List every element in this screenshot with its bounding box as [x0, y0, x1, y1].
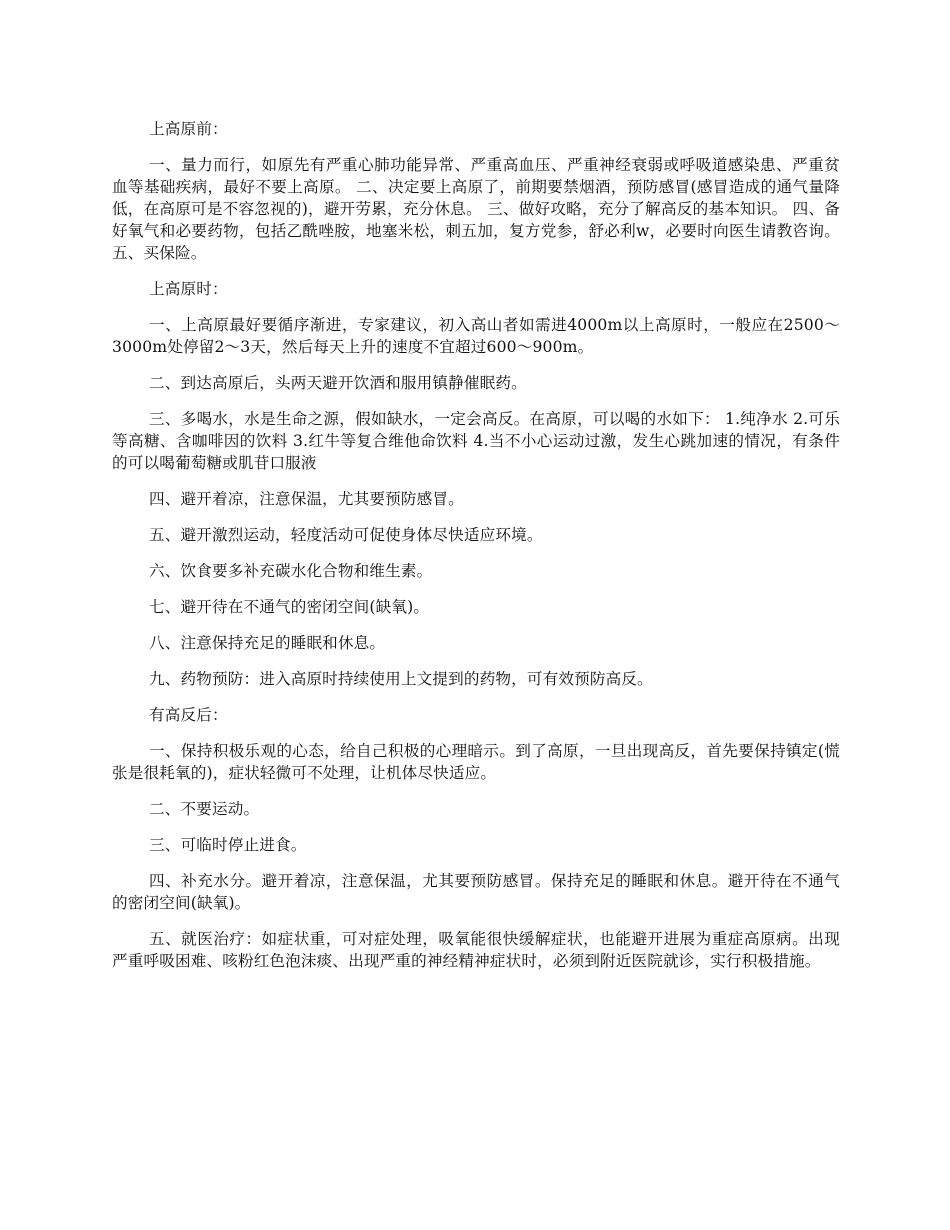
paragraph-during-7: 七、避开待在不通气的密闭空间(缺氧)。	[149, 598, 430, 616]
paragraph-during-8: 八、注意保持充足的睡眠和休息。	[149, 634, 386, 652]
paragraph-after-4: 四、补充水分。避开着凉，注意保温，尤其要预防感冒。保持充足的睡眠和休息。避开待在不通气的密闭空间(缺氧)。	[112, 872, 840, 912]
paragraph-during-5: 五、避开激烈运动，轻度活动可促使身体尽快适应环境。	[149, 526, 543, 544]
paragraph-after-3: 三、可临时停止进食。	[149, 836, 307, 854]
paragraph-after-1: 一、保持积极乐观的心态，给自己积极的心理暗示。到了高原，一旦出现高反，首先要保持镇定(慌张是很耗氧的)，症状轻微可不处理，让机体尽快适应。	[112, 742, 840, 782]
paragraph-during-6: 六、饮食要多补充碳水化合物和维生素。	[149, 562, 433, 580]
paragraph-during-3: 三、多喝水，水是生命之源，假如缺水，一定会高反。在高原，可以喝的水如下： 1.纯净水 2.可乐等高糖、含咖啡因的饮料 3.红牛等复合维他命饮料 4.当不小心运动过激，发生心跳加速的情况，有条件的可以喝葡萄糖或肌苷口服液	[112, 410, 840, 472]
paragraph-during-1: 一、上高原最好要循序渐进，专家建议，初入高山者如需进4000m以上高原时，一般应在2500～3000m处停留2～3天，然后每天上升的速度不宜超过600～900m。	[112, 316, 840, 356]
paragraph-after-5: 五、就医治疗：如症状重，可对症处理，吸氧能很快缓解症状，也能避开进展为重症高原病。出现严重呼吸困难、咳粉红色泡沫痰、出现严重的神经精神症状时，必须到附近医院就诊，实行积极措施。	[112, 930, 840, 970]
section-heading-during: 上高原时：	[149, 280, 228, 298]
paragraph-during-9: 九、药物预防：进入高原时持续使用上文提到的药物，可有效预防高反。	[149, 670, 653, 688]
section-heading-after: 有高反后：	[149, 706, 228, 724]
paragraph-during-4: 四、避开着凉，注意保温，尤其要预防感冒。	[149, 490, 464, 508]
section-heading-before: 上高原前：	[149, 120, 228, 138]
paragraph-after-2: 二、不要运动。	[149, 800, 260, 818]
paragraph-during-2: 二、到达高原后，头两天避开饮酒和服用镇静催眠药。	[149, 374, 527, 392]
paragraph-before-preparations: 一、量力而行，如原先有严重心肺功能异常、严重高血压、严重神经衰弱或呼吸道感染患、严重贫血等基础疾病，最好不要上高原。 二、决定要上高原了，前期要禁烟酒，预防感冒(感冒造成的通气量降低，在高原可是不容忽视的)，避开劳累，充分休息。 三、做好攻略，充分了解高反的基本知识。 四、备好氧气和必要药物，包括乙酰唑胺，地塞米松，刺五加，复方党参，舒必利w，必要时向医生请教咨询。 五、买保险。	[112, 156, 840, 262]
document-body	[112, 118, 840, 986]
